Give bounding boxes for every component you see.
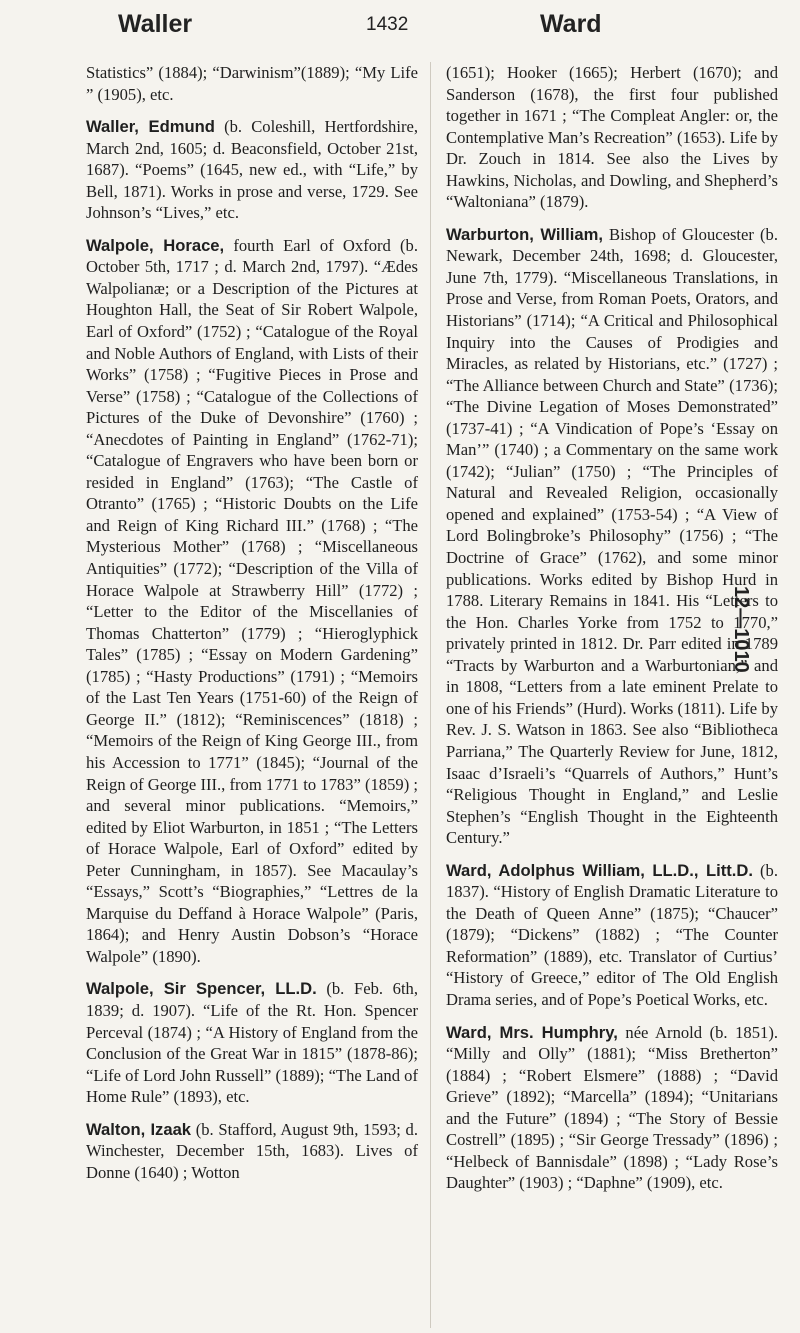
- page-header: [0, 4, 800, 44]
- running-head-right: Ward: [540, 10, 602, 38]
- entry-waller-edmund: [86, 116, 418, 224]
- entry-text: (1651); Hooker (1665); Herbert (1670); and Sanderson (1678), the first four published together in 1671 ; “The Compleat Angler: or, the Contemplative Man’s Recreation” (1653). Life by Dr. Zouch in 1814. See also the Lives by Hawkins, Nicholas, and Dowling, and Shepherd’s “Waltoniana” (1879).: [446, 63, 778, 212]
- running-head-left: Waller: [118, 10, 193, 38]
- entry-heading: Ward, Mrs. Humphry,: [446, 1022, 618, 1042]
- entry-ward-humphry: [446, 1022, 778, 1194]
- entry-walton-izaak: [86, 1119, 418, 1184]
- entry-heading: Walpole, Horace,: [86, 235, 225, 255]
- entry-ward-adolphus: [446, 860, 778, 1011]
- entry-text: Statistics” (1884); “Darwinism”(1889); “My Life ” (1905), etc.: [86, 63, 418, 104]
- entry-text: (b. Coleshill, Hertfordshire, March 2nd, 1605; d. Beaconsfield, October 21st, 1687). “Poems” (1645, new ed., with “Life,” by Bell, 1871). Works in prose and verse, 1729. See Johnson’s “Lives,” etc.: [86, 117, 418, 223]
- entry-heading: Waller, Edmund: [86, 117, 215, 137]
- column-divider: [430, 62, 431, 1328]
- entry-continuation: [446, 62, 778, 213]
- entry-heading: Walpole, Sir Spencer, LL.D.: [86, 979, 317, 999]
- entry-text: (b. 1837). “History of English Dramatic Literature to the Death of Queen Anne” (1875); “Chaucer” (1879); “Dickens” (1882) ; “The Counter Reformation” (1889), etc. Translator of Curtius’ “History of Greece,” editor of The Old English Drama series, and of Pope’s Poetical Works, etc.: [446, 860, 778, 1009]
- entry-text: (b. Feb. 6th, 1839; d. 1907). “Life of the Rt. Hon. Spencer Perceval (1874) ; “A History of England from the Conclusion of the Great War in 1815” (1878-86); “Life of Lord John Russell” (1889); “The Land of Home Rule” (1893), etc.: [86, 979, 419, 1107]
- entry-text: fourth Earl of Oxford (b. October 5th, 1717 ; d. March 2nd, 1797). “Ædes Walpolianæ; or a Description of the Pictures at Houghton Hall, the Seat of Sir Robert Walpole, Earl of Oxford” (1752) ; “Catalogue of the Royal and Noble Authors of England, with Lists of their Works” (1758) ; “Fugitive Pieces in Prose and Verse” (1758) ; “Catalogue of the Collections of Pictures of the Duke of Devonshire” (1760) ; “Anecdotes of Painting in England” (1762-71); “Catalogue of Engravers who have been born or resided in England” (1763); “The Castle of Otranto” (1765) ; “Historic Doubts on the Life and Reign of King Richard III.” (1768) ; “The Mysterious Mother” (1768) ; “Miscellaneous Antiquities” (1772); “Description of the Villa of Horace Walpole at Strawberry Hill” (1772) ; “Letter to the Editor of the Miscellanies of Thomas Chatterton” (1779) ; “Hieroglyphick Tales” (1785) ; “Essay on Modern Gardening” (1785) ; “Hasty Productions” (1791) ; “Memoirs of the Last Ten Years (1751-60) of the Reign of George II.” (1812); “Reminiscences” (1818) ; “Memoirs of the Reign of King George III., from his Accession to 1771” (1845); “Journal of the Reign of George III., from 1771 to 1783” (1859) ; and several minor publications. “Memoirs,” edited by Eliot Warburton, in 1851 ; “The Letters of Horace Walpole, Earl of Oxford” edited by Peter Cunningham, in 1857). See Macaulay’s “Essays,” Scott’s “Biographies,” “Lettres de la Marquise du Deffand à Horace Walpole” (Paris, 1864); and Henry Austin Dobson’s “Horace Walpole” (1890).: [86, 235, 419, 966]
- page-number: 1432: [366, 14, 409, 35]
- entry-text: née Arnold (b. 1851). “Milly and Olly” (1881); “Miss Bretherton” (1884) ; “Robert Elsmere” (1888) ; “David Grieve” (1892); “Marcella” (1894); “Unitarians and the Future” (1894) ; “The Story of Bessie Costrell” (1895) ; “Sir George Tressady” (1896) ; “Helbeck of Bannisdale” (1898) ; “Lady Rose’s Daughter” (1903) ; “Daphne” (1909), etc.: [446, 1022, 778, 1193]
- entry-warburton-william: [446, 224, 778, 849]
- entry-walpole-horace: [86, 235, 418, 968]
- entry-text: Bishop of Gloucester (b. Newark, December 24th, 1698; d. Gloucester, June 7th, 1779). “Miscellaneous Translations, in Prose and Verse, from Roman Poets, Orators, and Historians” (1714); “A Critical and Philosophical Inquiry into the Causes of Prodigies and Miracles, as related by Historians, etc.” (1727) ; “The Alliance between Church and State” (1736); “The Divine Legation of Moses Demonstrated” (1737-41) ; “A Vindication of Pope’s ‘Essay on Man’” (1740) ; a Commentary on the same work (1742); “Julian” (1750) ; “The Principles of Natural and Revealed Religion, occasionally opened and explained” (1753-54) ; “A View of Lord Bolingbroke’s Philosophy” (1756) ; “The Doctrine of Grace” (1762), and some minor publications. Works edited by Bishop Hurd in 1788. Literary Remains in 1841. His “Letters to the Hon. Charles Yorke from 1752 to 1770,” privately printed in 1812. Dr. Parr edited in 1789 “Tracts by Warburton and a Warburtonian,” and in 1808, “Letters from a late eminent Prelate to one of his Friends” (Hurd). Works (1811). Life by Rev. J. S. Watson in 1863. See also “Bibliotheca Parriana,” The Quarterly Review for June, 1812, Isaac d’Israeli’s “Quarrels of Authors,” Hunt’s “Religious Thought in England,” and Leslie Stephen’s “English Thought in the Eighteenth Century.”: [446, 224, 778, 848]
- signature-mark: 12—1010: [730, 586, 752, 673]
- entry-heading: Walton, Izaak: [86, 1119, 192, 1139]
- entry-walpole-spencer: [86, 978, 418, 1107]
- entry-heading: Warburton, William,: [446, 224, 603, 244]
- entry-heading: Ward, Adolphus William, LL.D., Litt.D.: [446, 860, 753, 880]
- left-column: [86, 62, 418, 1194]
- entry-continuation: [86, 62, 418, 105]
- entry-text: (b. Stafford, August 9th, 1593; d. Winchester, December 15th, 1683). Lives of Donne (1640) ; Wotton: [86, 1119, 418, 1182]
